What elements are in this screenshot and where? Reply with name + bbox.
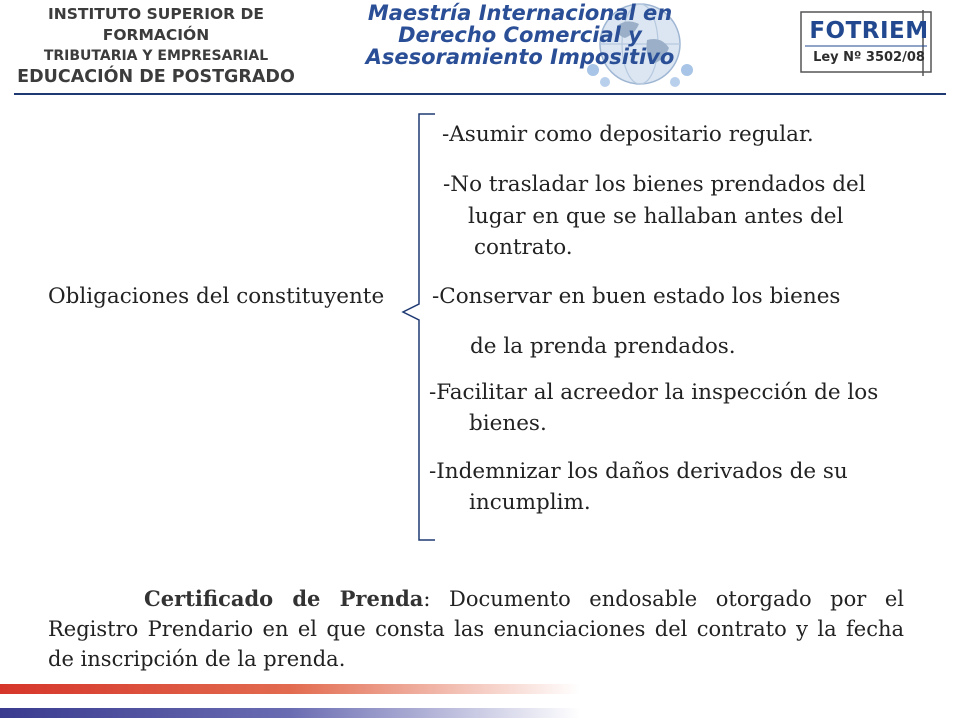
- institute-line-2: TRIBUTARIA Y EMPRESARIAL: [43, 48, 269, 64]
- obligation-line: -Conservar en buen estado los bienes: [432, 284, 841, 309]
- obligation-line: bienes.: [469, 411, 547, 436]
- institute-logo: [6, 4, 306, 88]
- obligation-line: -No trasladar los bienes prendados del: [443, 172, 866, 197]
- footer-red-bar: [0, 684, 580, 694]
- obligation-line: contrato.: [474, 235, 573, 260]
- program-title: [360, 2, 680, 68]
- footer-blue-bar: [0, 708, 580, 718]
- certificate-term: Certificado de Prenda: [144, 586, 424, 611]
- institute-line-3: EDUCACIÓN DE POSTGRADO: [17, 67, 295, 87]
- program-line-2: Derecho Comercial y: [398, 23, 642, 47]
- program-line-1: Maestría Internacional en: [367, 1, 673, 25]
- institute-line-1: INSTITUTO SUPERIOR DE FORMACIÓN: [48, 5, 264, 44]
- fotriem-law: Ley Nº 3502/08: [813, 50, 925, 65]
- slide-header: [0, 0, 960, 96]
- obligation-line: lugar en que se hallaban antes del: [468, 204, 844, 229]
- obligations-label: Obligaciones del constituyente: [48, 284, 385, 309]
- program-line-3: Asesoramiento Impositivo: [365, 45, 675, 69]
- fotriem-logo: [795, 10, 935, 76]
- obligation-line: de la prenda prendados.: [470, 334, 736, 359]
- obligation-line: -Asumir como depositario regular.: [442, 122, 814, 147]
- obligation-line: incumplim.: [469, 490, 591, 515]
- certificate-paragraph: [48, 584, 904, 674]
- obligation-line: -Facilitar al acreedor la inspección de los: [429, 380, 879, 405]
- obligation-line: -Indemnizar los daños derivados de su: [429, 459, 848, 484]
- header-divider: [14, 93, 946, 95]
- certificate-definition: : Documento endosable otorgado por el Registro Prendario en el que consta las enunciaciones del contrato y la fecha de inscripción de la prenda.: [48, 587, 905, 671]
- fotriem-title: FOTRIEM: [809, 18, 929, 44]
